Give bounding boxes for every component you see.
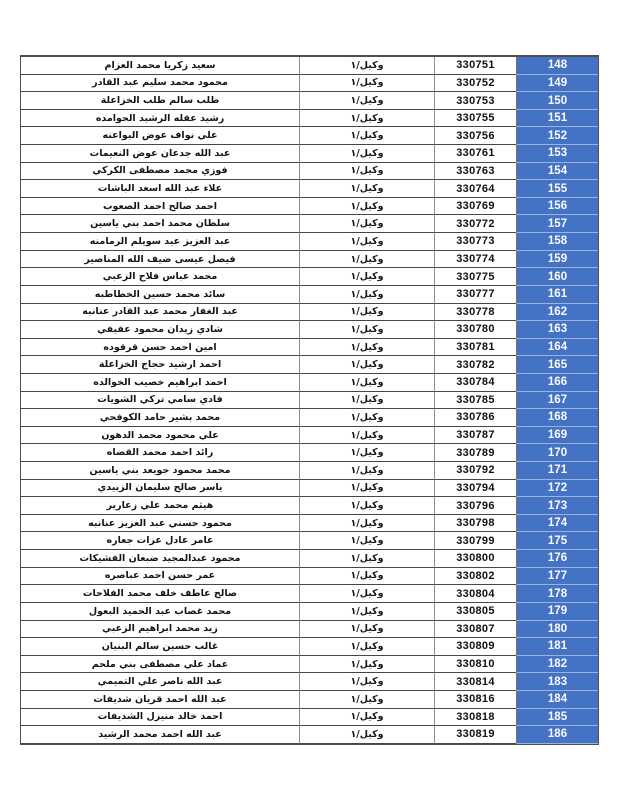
table-row [21, 462, 598, 480]
table-row [21, 656, 598, 674]
table-row [21, 691, 598, 709]
registration-id-cell: 330807 [434, 621, 516, 639]
person-name-cell: محمد غصاب عبد الحميد البعول [21, 603, 299, 621]
role-cell: وكيل/١ [299, 550, 434, 568]
registration-id-cell: 330772 [434, 215, 516, 233]
table-row [21, 532, 598, 550]
serial-number-cell: 175 [516, 532, 598, 550]
person-name-cell: هيثم محمد علي زعارير [21, 497, 299, 515]
serial-number-cell: 163 [516, 321, 598, 339]
role-cell: وكيل/١ [299, 145, 434, 163]
person-name-cell: رائد احمد محمد القضاه [21, 444, 299, 462]
person-name-cell: عماد علي مصطفى بني ملحم [21, 656, 299, 674]
serial-number-cell: 181 [516, 638, 598, 656]
table-row [21, 268, 598, 286]
table-row [21, 621, 598, 639]
roster-table-body [21, 57, 598, 744]
table-row [21, 638, 598, 656]
person-name-cell: عبد الله احمد محمد الرشيد [21, 726, 299, 744]
registration-id-cell: 330794 [434, 480, 516, 498]
serial-number-cell: 152 [516, 127, 598, 145]
registration-id-cell: 330816 [434, 691, 516, 709]
serial-number-cell: 159 [516, 251, 598, 269]
role-cell: وكيل/١ [299, 92, 434, 110]
role-cell: وكيل/١ [299, 497, 434, 515]
table-row [21, 497, 598, 515]
registration-id-cell: 330800 [434, 550, 516, 568]
registration-id-cell: 330756 [434, 127, 516, 145]
person-name-cell: علاء عبد الله اسعد الباشات [21, 180, 299, 198]
serial-number-cell: 186 [516, 726, 598, 744]
serial-number-cell: 171 [516, 462, 598, 480]
role-cell: وكيل/١ [299, 163, 434, 181]
person-name-cell: محمد بشير حامد الكوفحي [21, 409, 299, 427]
registration-id-cell: 330810 [434, 656, 516, 674]
role-cell: وكيل/١ [299, 656, 434, 674]
role-cell: وكيل/١ [299, 409, 434, 427]
registration-id-cell: 330775 [434, 268, 516, 286]
registration-id-cell: 330789 [434, 444, 516, 462]
registration-id-cell: 330796 [434, 497, 516, 515]
serial-number-cell: 164 [516, 339, 598, 357]
serial-number-cell: 184 [516, 691, 598, 709]
serial-number-cell: 165 [516, 356, 598, 374]
person-name-cell: علي نواف عوض البواعنه [21, 127, 299, 145]
registration-id-cell: 330781 [434, 339, 516, 357]
registration-id-cell: 330780 [434, 321, 516, 339]
role-cell: وكيل/١ [299, 304, 434, 322]
role-cell: وكيل/١ [299, 268, 434, 286]
serial-number-cell: 166 [516, 374, 598, 392]
person-name-cell: رشيد عقله الرشيد الحوامده [21, 110, 299, 128]
table-row [21, 75, 598, 93]
registration-id-cell: 330785 [434, 392, 516, 410]
role-cell: وكيل/١ [299, 532, 434, 550]
person-name-cell: عبد العزيز عيد سويلم الرمامنه [21, 233, 299, 251]
serial-number-cell: 174 [516, 515, 598, 533]
roster-table [20, 55, 599, 745]
role-cell: وكيل/١ [299, 356, 434, 374]
role-cell: وكيل/١ [299, 603, 434, 621]
table-row [21, 515, 598, 533]
table-row [21, 480, 598, 498]
registration-id-cell: 330777 [434, 286, 516, 304]
role-cell: وكيل/١ [299, 673, 434, 691]
registration-id-cell: 330773 [434, 233, 516, 251]
serial-number-cell: 153 [516, 145, 598, 163]
role-cell: وكيل/١ [299, 215, 434, 233]
person-name-cell: محمود عبدالمجيد ضبعان الفشيكات [21, 550, 299, 568]
table-row [21, 127, 598, 145]
registration-id-cell: 330761 [434, 145, 516, 163]
registration-id-cell: 330802 [434, 568, 516, 586]
role-cell: وكيل/١ [299, 709, 434, 727]
table-row [21, 110, 598, 128]
registration-id-cell: 330784 [434, 374, 516, 392]
registration-id-cell: 330755 [434, 110, 516, 128]
person-name-cell: سعيد زكريا محمد العزام [21, 57, 299, 75]
registration-id-cell: 330753 [434, 92, 516, 110]
registration-id-cell: 330778 [434, 304, 516, 322]
registration-id-cell: 330752 [434, 75, 516, 93]
person-name-cell: سائد محمد حسين الخطاطبه [21, 286, 299, 304]
serial-number-cell: 177 [516, 568, 598, 586]
table-row [21, 427, 598, 445]
table-row [21, 709, 598, 727]
role-cell: وكيل/١ [299, 444, 434, 462]
role-cell: وكيل/١ [299, 374, 434, 392]
serial-number-cell: 161 [516, 286, 598, 304]
person-name-cell: شادي زيدان محمود عفيفي [21, 321, 299, 339]
person-name-cell: ياسر صالح سليمان الزبيدي [21, 480, 299, 498]
serial-number-cell: 168 [516, 409, 598, 427]
role-cell: وكيل/١ [299, 480, 434, 498]
person-name-cell: عامر عادل عزات جعاره [21, 532, 299, 550]
registration-id-cell: 330798 [434, 515, 516, 533]
role-cell: وكيل/١ [299, 462, 434, 480]
role-cell: وكيل/١ [299, 339, 434, 357]
registration-id-cell: 330805 [434, 603, 516, 621]
role-cell: وكيل/١ [299, 180, 434, 198]
role-cell: وكيل/١ [299, 127, 434, 145]
person-name-cell: عبد الله ناصر علي التميمي [21, 673, 299, 691]
serial-number-cell: 158 [516, 233, 598, 251]
person-name-cell: محمود حسني عبد العزيز عنانبه [21, 515, 299, 533]
serial-number-cell: 178 [516, 585, 598, 603]
person-name-cell: فيصل عيسى ضيف الله المناصير [21, 251, 299, 269]
person-name-cell: علي محمود محمد الدهون [21, 427, 299, 445]
table-row [21, 251, 598, 269]
table-row [21, 57, 598, 75]
registration-id-cell: 330751 [434, 57, 516, 75]
table-row [21, 550, 598, 568]
serial-number-cell: 169 [516, 427, 598, 445]
serial-number-cell: 151 [516, 110, 598, 128]
role-cell: وكيل/١ [299, 585, 434, 603]
person-name-cell: زيد محمد ابراهيم الزعبي [21, 621, 299, 639]
person-name-cell: احمد صالح احمد الصعوب [21, 198, 299, 216]
serial-number-cell: 150 [516, 92, 598, 110]
table-row [21, 409, 598, 427]
person-name-cell: طلب سالم طلب الخزاعلة [21, 92, 299, 110]
person-name-cell: محمد عباس فلاح الزعبي [21, 268, 299, 286]
serial-number-cell: 179 [516, 603, 598, 621]
registration-id-cell: 330782 [434, 356, 516, 374]
registration-id-cell: 330769 [434, 198, 516, 216]
table-row [21, 145, 598, 163]
serial-number-cell: 167 [516, 392, 598, 410]
person-name-cell: محمود محمد سليم عبد القادر [21, 75, 299, 93]
serial-number-cell: 176 [516, 550, 598, 568]
person-name-cell: امين احمد حسن قرقوده [21, 339, 299, 357]
table-row [21, 374, 598, 392]
table-row [21, 286, 598, 304]
table-row [21, 163, 598, 181]
role-cell: وكيل/١ [299, 427, 434, 445]
registration-id-cell: 330764 [434, 180, 516, 198]
table-row [21, 198, 598, 216]
role-cell: وكيل/١ [299, 515, 434, 533]
role-cell: وكيل/١ [299, 110, 434, 128]
role-cell: وكيل/١ [299, 198, 434, 216]
registration-id-cell: 330763 [434, 163, 516, 181]
person-name-cell: فادي سامي تركي الشويات [21, 392, 299, 410]
role-cell: وكيل/١ [299, 286, 434, 304]
table-row [21, 585, 598, 603]
table-row [21, 339, 598, 357]
serial-number-cell: 173 [516, 497, 598, 515]
table-row [21, 180, 598, 198]
role-cell: وكيل/١ [299, 392, 434, 410]
person-name-cell: محمد محمود جويعد بني ياسين [21, 462, 299, 480]
person-name-cell: احمد ابراهيم خصيب الخوالده [21, 374, 299, 392]
table-row [21, 356, 598, 374]
person-name-cell: عمر حسن احمد عباصره [21, 568, 299, 586]
serial-number-cell: 162 [516, 304, 598, 322]
person-name-cell: غالب حسين سالم البنيان [21, 638, 299, 656]
role-cell: وكيل/١ [299, 691, 434, 709]
table-row [21, 392, 598, 410]
role-cell: وكيل/١ [299, 251, 434, 269]
registration-id-cell: 330804 [434, 585, 516, 603]
serial-number-cell: 154 [516, 163, 598, 181]
registration-id-cell: 330819 [434, 726, 516, 744]
person-name-cell: عبد الله جدعان عوض النعيمات [21, 145, 299, 163]
role-cell: وكيل/١ [299, 621, 434, 639]
table-row [21, 568, 598, 586]
person-name-cell: فوزي محمد مصطفى الكركي [21, 163, 299, 181]
serial-number-cell: 148 [516, 57, 598, 75]
serial-number-cell: 170 [516, 444, 598, 462]
table-row [21, 726, 598, 744]
registration-id-cell: 330799 [434, 532, 516, 550]
role-cell: وكيل/١ [299, 638, 434, 656]
serial-number-cell: 157 [516, 215, 598, 233]
serial-number-cell: 185 [516, 709, 598, 727]
person-name-cell: احمد خالد منيزل الشديفات [21, 709, 299, 727]
serial-number-cell: 156 [516, 198, 598, 216]
person-name-cell: سلطان محمد احمد بني ياسين [21, 215, 299, 233]
serial-number-cell: 180 [516, 621, 598, 639]
role-cell: وكيل/١ [299, 75, 434, 93]
role-cell: وكيل/١ [299, 57, 434, 75]
table-row [21, 304, 598, 322]
registration-id-cell: 330786 [434, 409, 516, 427]
table-row [21, 673, 598, 691]
table-row [21, 321, 598, 339]
serial-number-cell: 183 [516, 673, 598, 691]
serial-number-cell: 182 [516, 656, 598, 674]
table-row [21, 215, 598, 233]
role-cell: وكيل/١ [299, 233, 434, 251]
registration-id-cell: 330774 [434, 251, 516, 269]
table-row [21, 603, 598, 621]
serial-number-cell: 172 [516, 480, 598, 498]
person-name-cell: عبد الغفار محمد عبد القادر عنانبه [21, 304, 299, 322]
serial-number-cell: 160 [516, 268, 598, 286]
person-name-cell: عبد الله احمد قريان شديفات [21, 691, 299, 709]
table-row [21, 233, 598, 251]
registration-id-cell: 330787 [434, 427, 516, 445]
serial-number-cell: 149 [516, 75, 598, 93]
role-cell: وكيل/١ [299, 726, 434, 744]
registration-id-cell: 330814 [434, 673, 516, 691]
role-cell: وكيل/١ [299, 321, 434, 339]
registration-id-cell: 330809 [434, 638, 516, 656]
registration-id-cell: 330792 [434, 462, 516, 480]
table-row [21, 92, 598, 110]
person-name-cell: احمد ارشيد حجاج الخزاعلة [21, 356, 299, 374]
registration-id-cell: 330818 [434, 709, 516, 727]
person-name-cell: صالح عاطف خلف محمد الفلاحات [21, 585, 299, 603]
role-cell: وكيل/١ [299, 568, 434, 586]
serial-number-cell: 155 [516, 180, 598, 198]
table-row [21, 444, 598, 462]
